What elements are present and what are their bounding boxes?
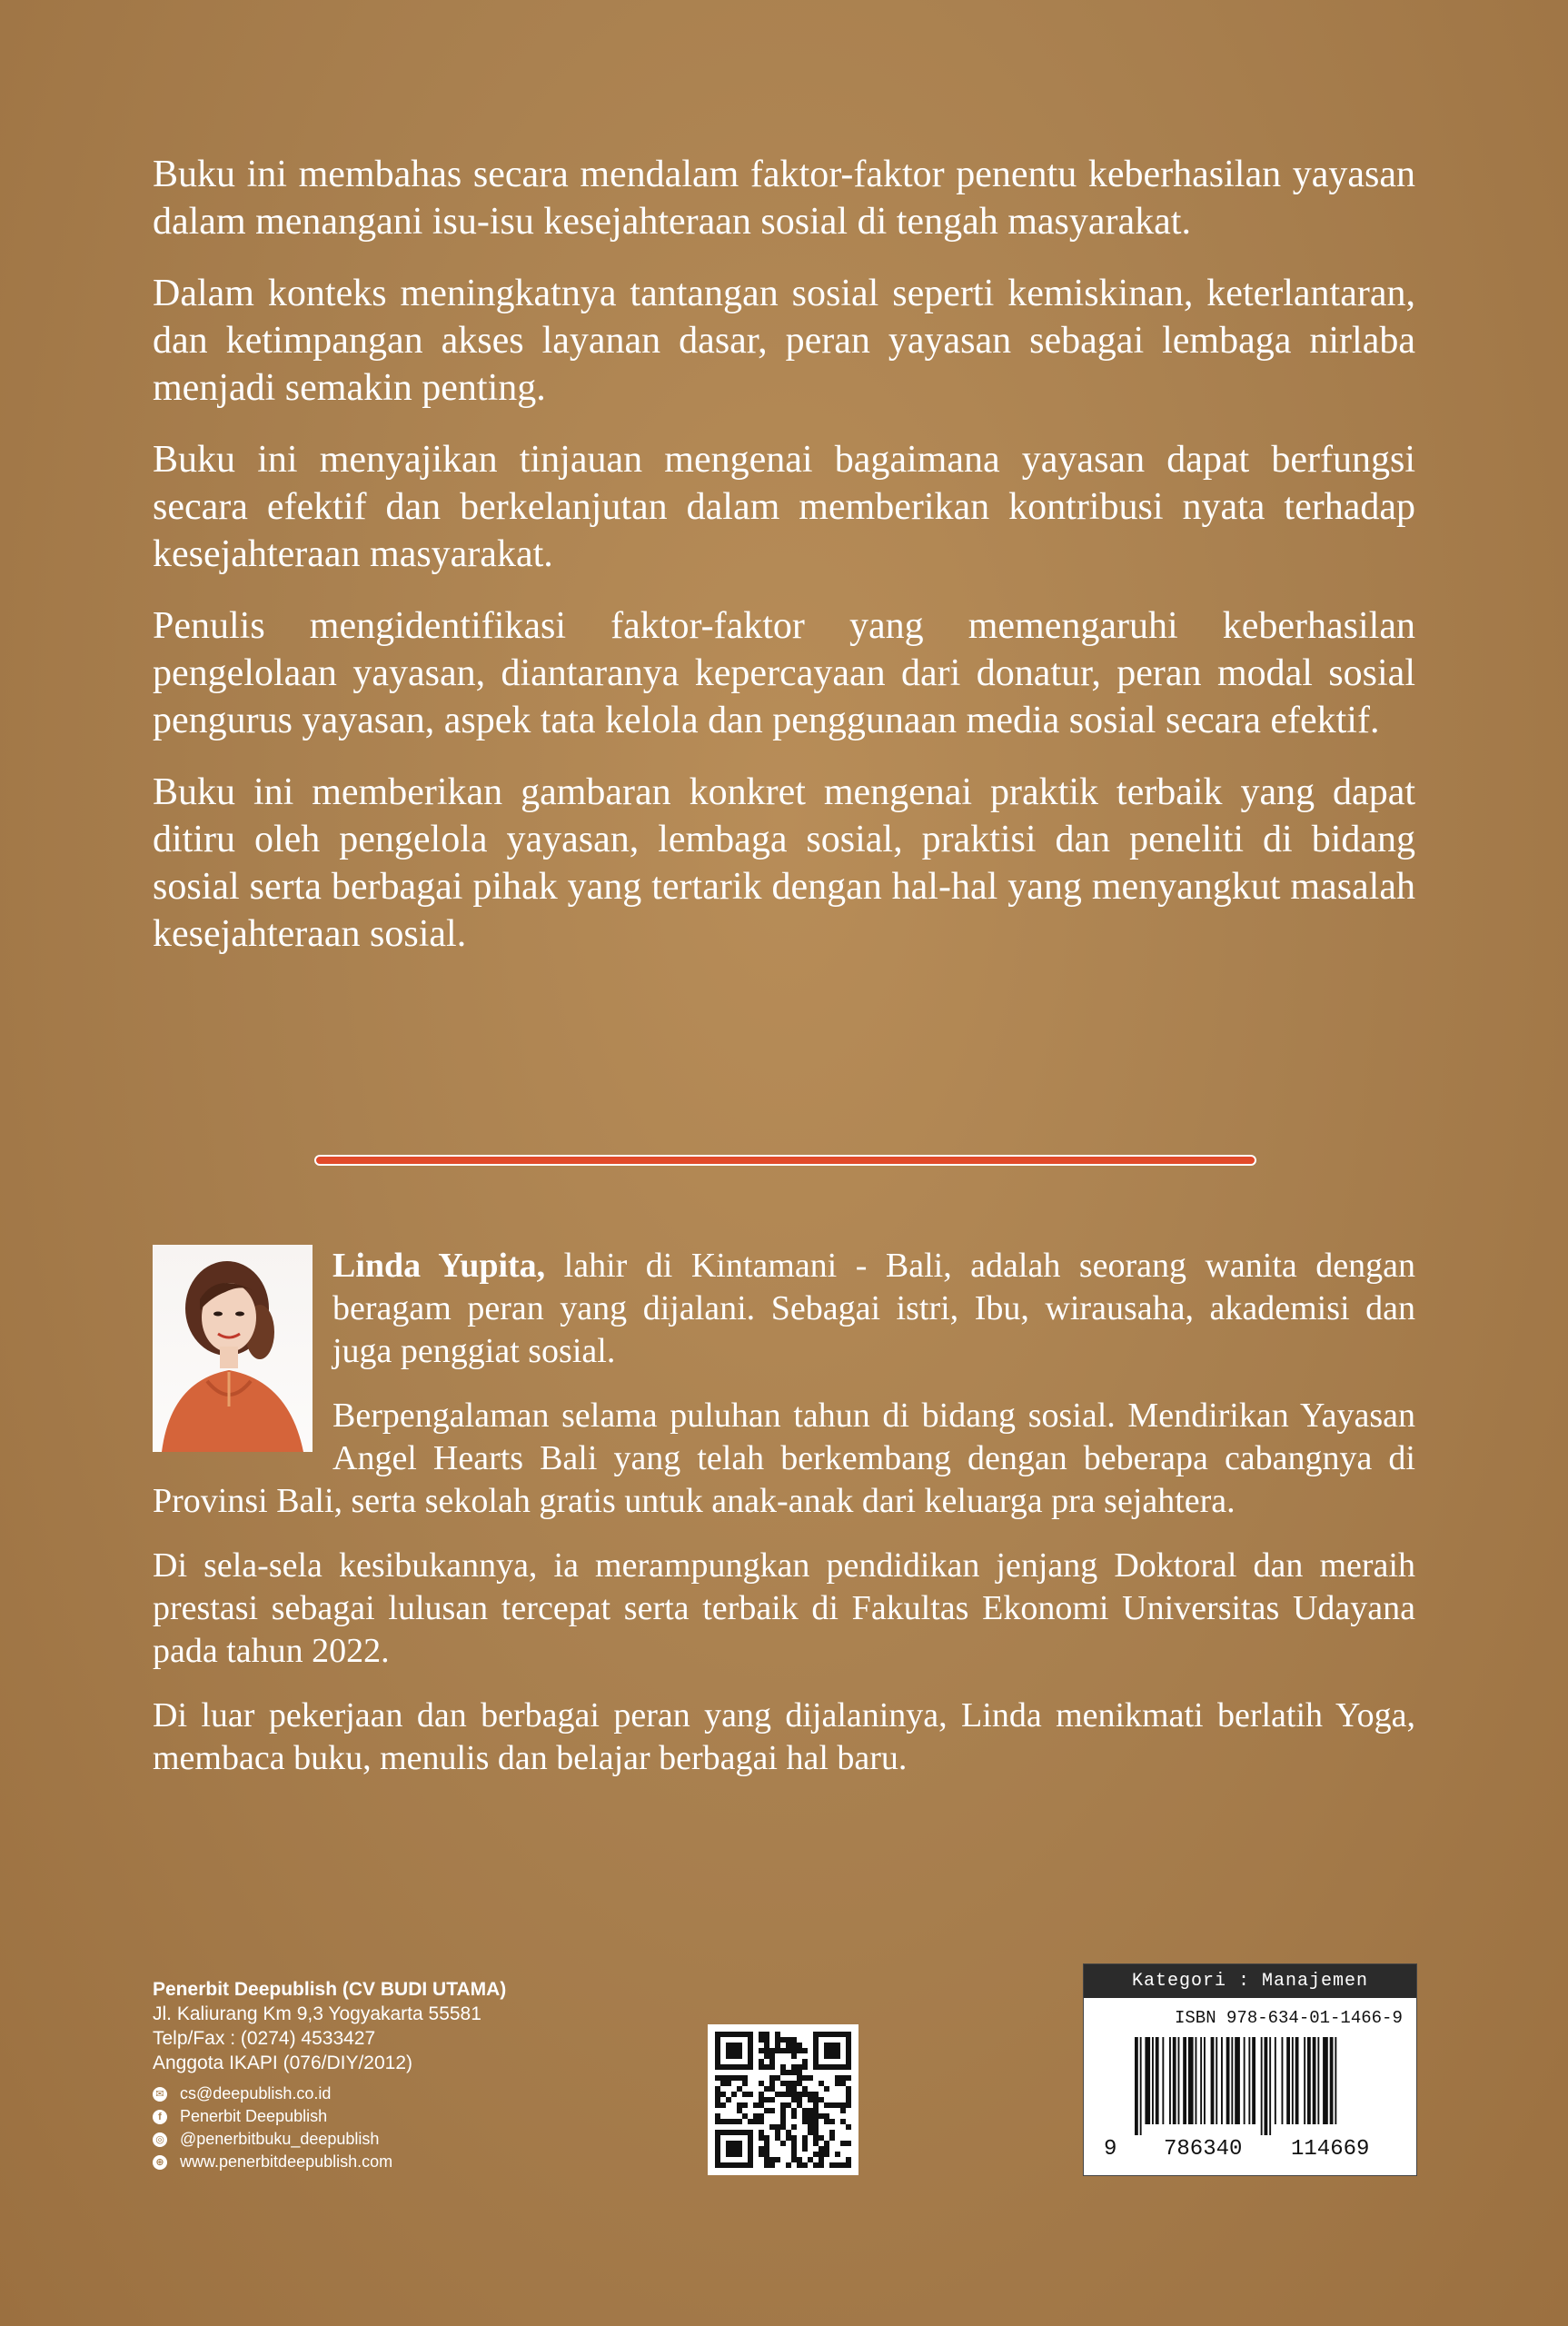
author-paragraph-3: Di sela-sela kesibukannya, ia merampungkan pendidikan jenjang Doktoral dan meraih prestasi sebagai lulusan tercepat serta terbaik di Fakultas Ekonomi Universitas Udayana pada tahun 2022.: [153, 1546, 1415, 1670]
barcode-bar: [1211, 2037, 1215, 2124]
barcode-bar: [1248, 2037, 1250, 2124]
barcode-digit-first: 9: [1104, 2137, 1117, 2162]
barcode-digit-group1: 786340: [1164, 2137, 1243, 2162]
barcode-bar: [1200, 2037, 1202, 2124]
barcode-bar: [1152, 2037, 1154, 2124]
barcode-bar: [1335, 2037, 1336, 2124]
author-paragraph-2: Berpengalaman selama puluhan tahun di bidang sosial. Mendirikan Yayasan Angel Hearts Bali yang telah berkembang dengan beberapa cabangnya di Provinsi Bali, serta sekolah gratis untuk anak-anak dari keluarga pra sejahtera.: [153, 1397, 1415, 1520]
description-paragraph-3: Buku ini menyajikan tinjauan mengenai bagaimana yayasan dapat berfungsi secara efektif dan berkelanjutan dalam memberikan kontribusi nyata terhadap kesejahteraan masyarakat.: [153, 439, 1415, 575]
barcode-bar: [1169, 2037, 1171, 2124]
barcode-bar: [1235, 2037, 1240, 2124]
publisher-info: [153, 1977, 661, 2173]
barcode-bar: [1226, 2037, 1230, 2124]
publisher-phone: Telp/Fax : (0274) 4533427: [153, 2028, 376, 2049]
barcode-bar: [1317, 2037, 1319, 2124]
barcode-bar: [1292, 2037, 1294, 2124]
barcode-bar: [1162, 2037, 1164, 2124]
section-divider: [314, 1155, 1256, 1166]
contact-email: [153, 2082, 661, 2105]
author-intro-text: lahir di Kintamani - Bali, adalah seorang wanita dengan beragam peran yang dijalani. Sebagai istri, Ibu, wirausaha, akademisi dan juga penggiat sosial.: [332, 1247, 1415, 1370]
barcode-bar: [1231, 2037, 1233, 2124]
barcode-bar: [1183, 2037, 1186, 2124]
barcode-bar: [1244, 2037, 1245, 2124]
email-icon: ✉: [153, 2087, 167, 2102]
publisher-address: Jl. Kaliurang Km 9,3 Yogyakarta 55581: [153, 2003, 481, 2024]
barcode-bar: [1178, 2037, 1180, 2124]
publisher-name: Penerbit Deepublish (CV BUDI UTAMA): [153, 1979, 507, 2000]
qr-code: [708, 2024, 858, 2175]
barcode-bar: [1261, 2037, 1263, 2135]
globe-icon: ⊕: [153, 2155, 167, 2170]
barcode-bar: [1304, 2037, 1305, 2124]
publisher-ikapi: Anggota IKAPI (076/DIY/2012): [153, 2053, 413, 2073]
barcode-bar: [1295, 2037, 1299, 2124]
author-intro: [153, 1245, 1415, 1373]
barcode-bar: [1275, 2037, 1276, 2124]
barcode-bar: [1252, 2037, 1255, 2124]
author-paragraph-4: Di luar pekerjaan dan berbagai peran yang dijalaninya, Linda menikmati berlatih Yoga, membaca buku, menulis dan belajar berbagai hal baru.: [153, 1696, 1415, 1777]
barcode-bar: [1216, 2037, 1217, 2124]
barcode-bar: [1135, 2037, 1138, 2135]
barcode-bars: [1135, 2037, 1398, 2135]
book-description: [153, 151, 1415, 982]
author-biography: [153, 1245, 1415, 1802]
barcode-digit-group2: 114669: [1291, 2137, 1370, 2162]
contact-instagram: [153, 2128, 661, 2151]
contact-facebook: [153, 2105, 661, 2128]
facebook-text: Penerbit Deepublish: [180, 2107, 328, 2125]
barcode-bar: [1196, 2037, 1197, 2124]
description-paragraph-4: Penulis mengidentifikasi faktor-faktor yang memengaruhi keberhasilan pengelolaan yayasan, diantaranya kepercayaan dari donatur, peran modal sosial pengurus yayasan, aspek tata kelola dan penggunaan media sosial secara efektif.: [153, 605, 1415, 741]
barcode-bar: [1156, 2037, 1159, 2124]
barcode-bar: [1145, 2037, 1150, 2124]
isbn-barcode: [1083, 1963, 1417, 2176]
barcode-bar: [1204, 2037, 1206, 2124]
barcode-bar: [1313, 2037, 1316, 2124]
barcode-bar: [1307, 2037, 1311, 2124]
barcode-bar: [1221, 2037, 1223, 2124]
barcode-bar: [1269, 2037, 1271, 2135]
barcode-bar: [1323, 2037, 1328, 2124]
barcode-bar: [1188, 2037, 1194, 2124]
email-text: cs@deepublish.co.id: [180, 2084, 332, 2102]
website-text: www.penerbitdeepublish.com: [180, 2152, 393, 2171]
barcode-bar: [1282, 2037, 1284, 2124]
facebook-icon: f: [153, 2110, 167, 2124]
barcode-bar: [1140, 2037, 1142, 2135]
author-photo: [153, 1245, 313, 1452]
instagram-text: @penerbitbuku_deepublish: [180, 2130, 380, 2148]
barcode-bar: [1286, 2037, 1290, 2124]
author-name: Linda Yupita,: [332, 1247, 546, 1285]
category-label: Kategori : Manajemen: [1084, 1964, 1416, 1998]
description-paragraph-5: Buku ini memberikan gambaran konkret mengenai praktik terbaik yang dapat ditiru oleh pengelola yayasan, lembaga sosial, praktisi dan peneliti di bidang sosial serta berbagai pihak yang tertarik dengan hal-hal yang menyangkut masalah kesejahteraan sosial.: [153, 771, 1415, 955]
contact-website: [153, 2151, 661, 2173]
description-paragraph-1: Buku ini membahas secara mendalam faktor-faktor penentu keberhasilan yayasan dalam menangani isu-isu kesejahteraan sosial di tengah masyarakat.: [153, 154, 1415, 243]
description-paragraph-2: Dalam konteks meningkatnya tantangan sosial seperti kemiskinan, keterlantaran, dan ketimpangan akses layanan dasar, peran yayasan sebagai lembaga nirlaba menjadi semakin penting.: [153, 273, 1415, 409]
isbn-text: ISBN 978-634-01-1466-9: [1175, 2008, 1403, 2028]
barcode-bar: [1265, 2037, 1268, 2135]
barcode-bar: [1330, 2037, 1334, 2124]
instagram-icon: ◎: [153, 2132, 167, 2147]
barcode-bar: [1173, 2037, 1176, 2124]
